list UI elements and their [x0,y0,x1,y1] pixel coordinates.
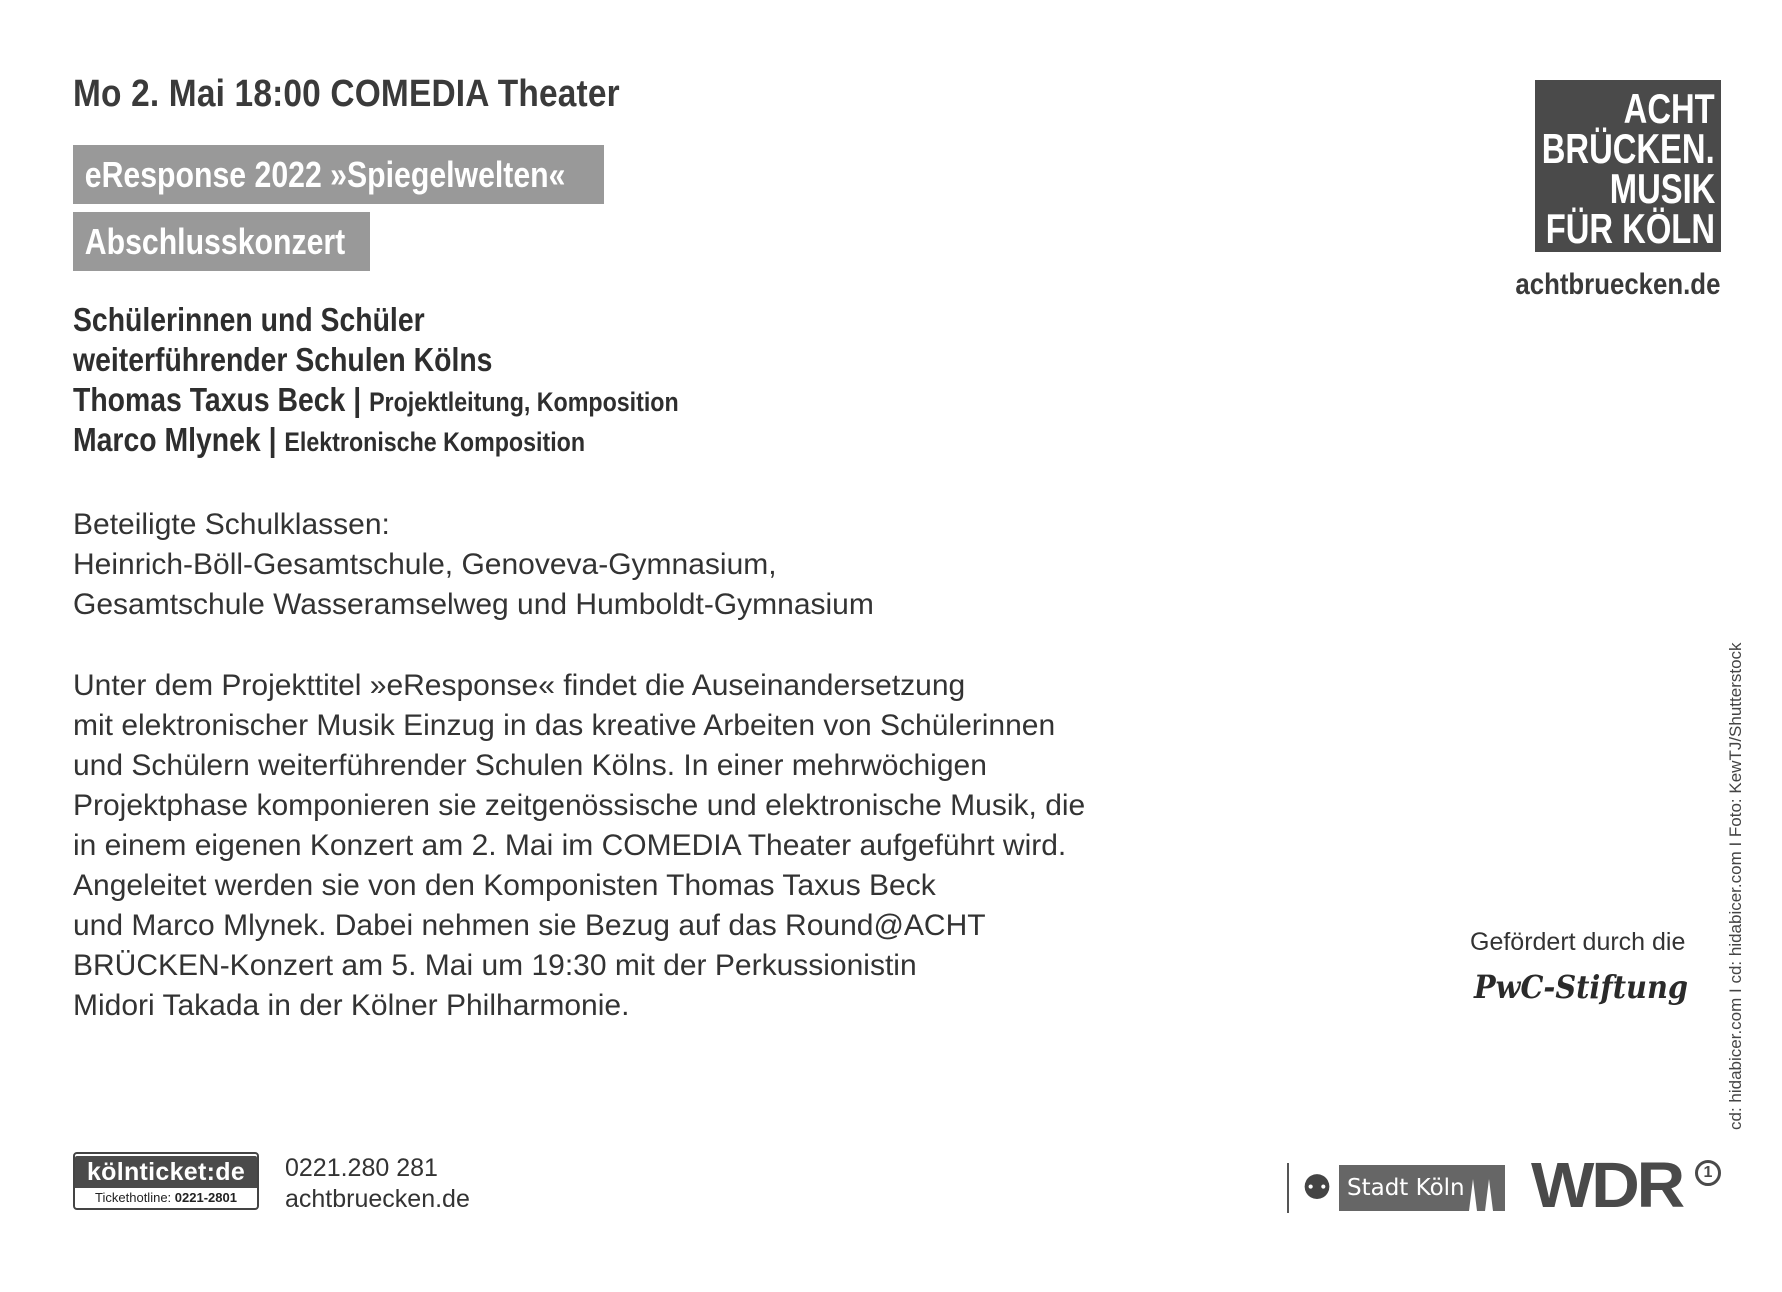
contact-url-link[interactable]: achtbruecken.de [285,1185,470,1213]
description-line: mit elektronischer Musik Einzug in das kreative Arbeiten von Schülerinnen [73,709,1056,742]
description-line: Projektphase komponieren sie zeitgenössische und elektronische Musik, die [73,789,1086,822]
description-line: und Schülern weiterführender Schulen Kölns. In einer mehrwöchigen [73,749,987,782]
performer-role: Projektleitung, Komposition [369,387,679,417]
logo-line: BRÜCKEN. [1542,125,1715,172]
hotline-number: 0221-2801 [174,1190,237,1205]
performer-role: Elektronische Komposition [284,427,586,457]
performer-separator: | [345,381,370,418]
description-line: und Marco Mlynek. Dabei nehmen sie Bezug auf das Round@ACHT [73,909,986,942]
logo-line: FÜR KÖLN [1545,205,1715,252]
performer-name: Marco Mlynek [73,421,261,458]
stadt-koeln-logo [1287,1163,1507,1213]
contact-phone[interactable]: 0221.280 281 [285,1154,438,1182]
sponsor-label: Gefördert durch die [1470,928,1686,956]
performer-name: Thomas Taxus Beck [73,381,346,418]
ticket-brand: kölnticket:de [75,1156,257,1188]
ticket-hotline [75,1190,257,1205]
divider [1287,1163,1289,1213]
description-line: Midori Takada in der Kölner Philharmonie. [73,989,630,1022]
stadt-koeln-band [1339,1165,1505,1211]
cathedral-towers-icon [1465,1175,1497,1211]
performer-name: weiterführender Schulen Kölns [73,341,493,378]
event-date-line: Mo 2. Mai 18:00 COMEDIA Theater [73,73,620,115]
photo-credits: cd: hidabicer.com I cd: hidabicer.com I Foto: KewTJ/Shutterstock [1726,642,1745,1130]
sponsor-logo: PwC-Stiftung [1474,968,1689,1006]
description [73,666,1085,1026]
logo-line: MUSIK [1609,165,1715,212]
ard-one-icon: 1 [1695,1160,1721,1186]
classes-heading: Beteiligte Schulklassen: [73,508,390,541]
performer-line [73,381,679,419]
description-line: in einem eigenen Konzert am 2. Mai im COMEDIA Theater aufgeführt wird. [73,829,1067,862]
hotline-label: Tickethotline: [95,1190,172,1205]
event-title-banner [73,145,604,204]
classes-line: Gesamtschule Wasseramselweg und Humboldt-Gymnasium [73,588,874,621]
event-title: eResponse 2022 »Spiegelwelten« [84,154,566,195]
wdr-logo: WDR [1531,1149,1683,1221]
performer-separator: | [260,421,285,458]
event-subtitle: Abschlusskonzert [84,221,346,262]
description-line: Unter dem Projekttitel »eResponse« findet die Auseinandersetzung [73,669,966,702]
performer-line [73,301,425,339]
eagle-crest-icon: ⚉ [1301,1169,1333,1207]
city-name: Stadt Köln [1347,1175,1465,1201]
description-line: BRÜCKEN-Konzert am 5. Mai um 19:30 mit der Perkussionistin [73,949,917,982]
logo-url-link[interactable]: achtbruecken.de [1514,268,1720,301]
koelnticket-logo [73,1152,259,1210]
acht-bruecken-logo [1535,80,1721,252]
performer-name: Schülerinnen und Schüler [73,301,425,338]
classes-line: Heinrich-Böll-Gesamtschule, Genoveva-Gymnasium, [73,548,777,581]
performer-line [73,421,585,459]
performer-line [73,341,492,379]
event-subtitle-banner [73,212,370,271]
logo-line: ACHT [1624,85,1715,132]
description-line: Angeleitet werden sie von den Komponisten Thomas Taxus Beck [73,869,936,902]
